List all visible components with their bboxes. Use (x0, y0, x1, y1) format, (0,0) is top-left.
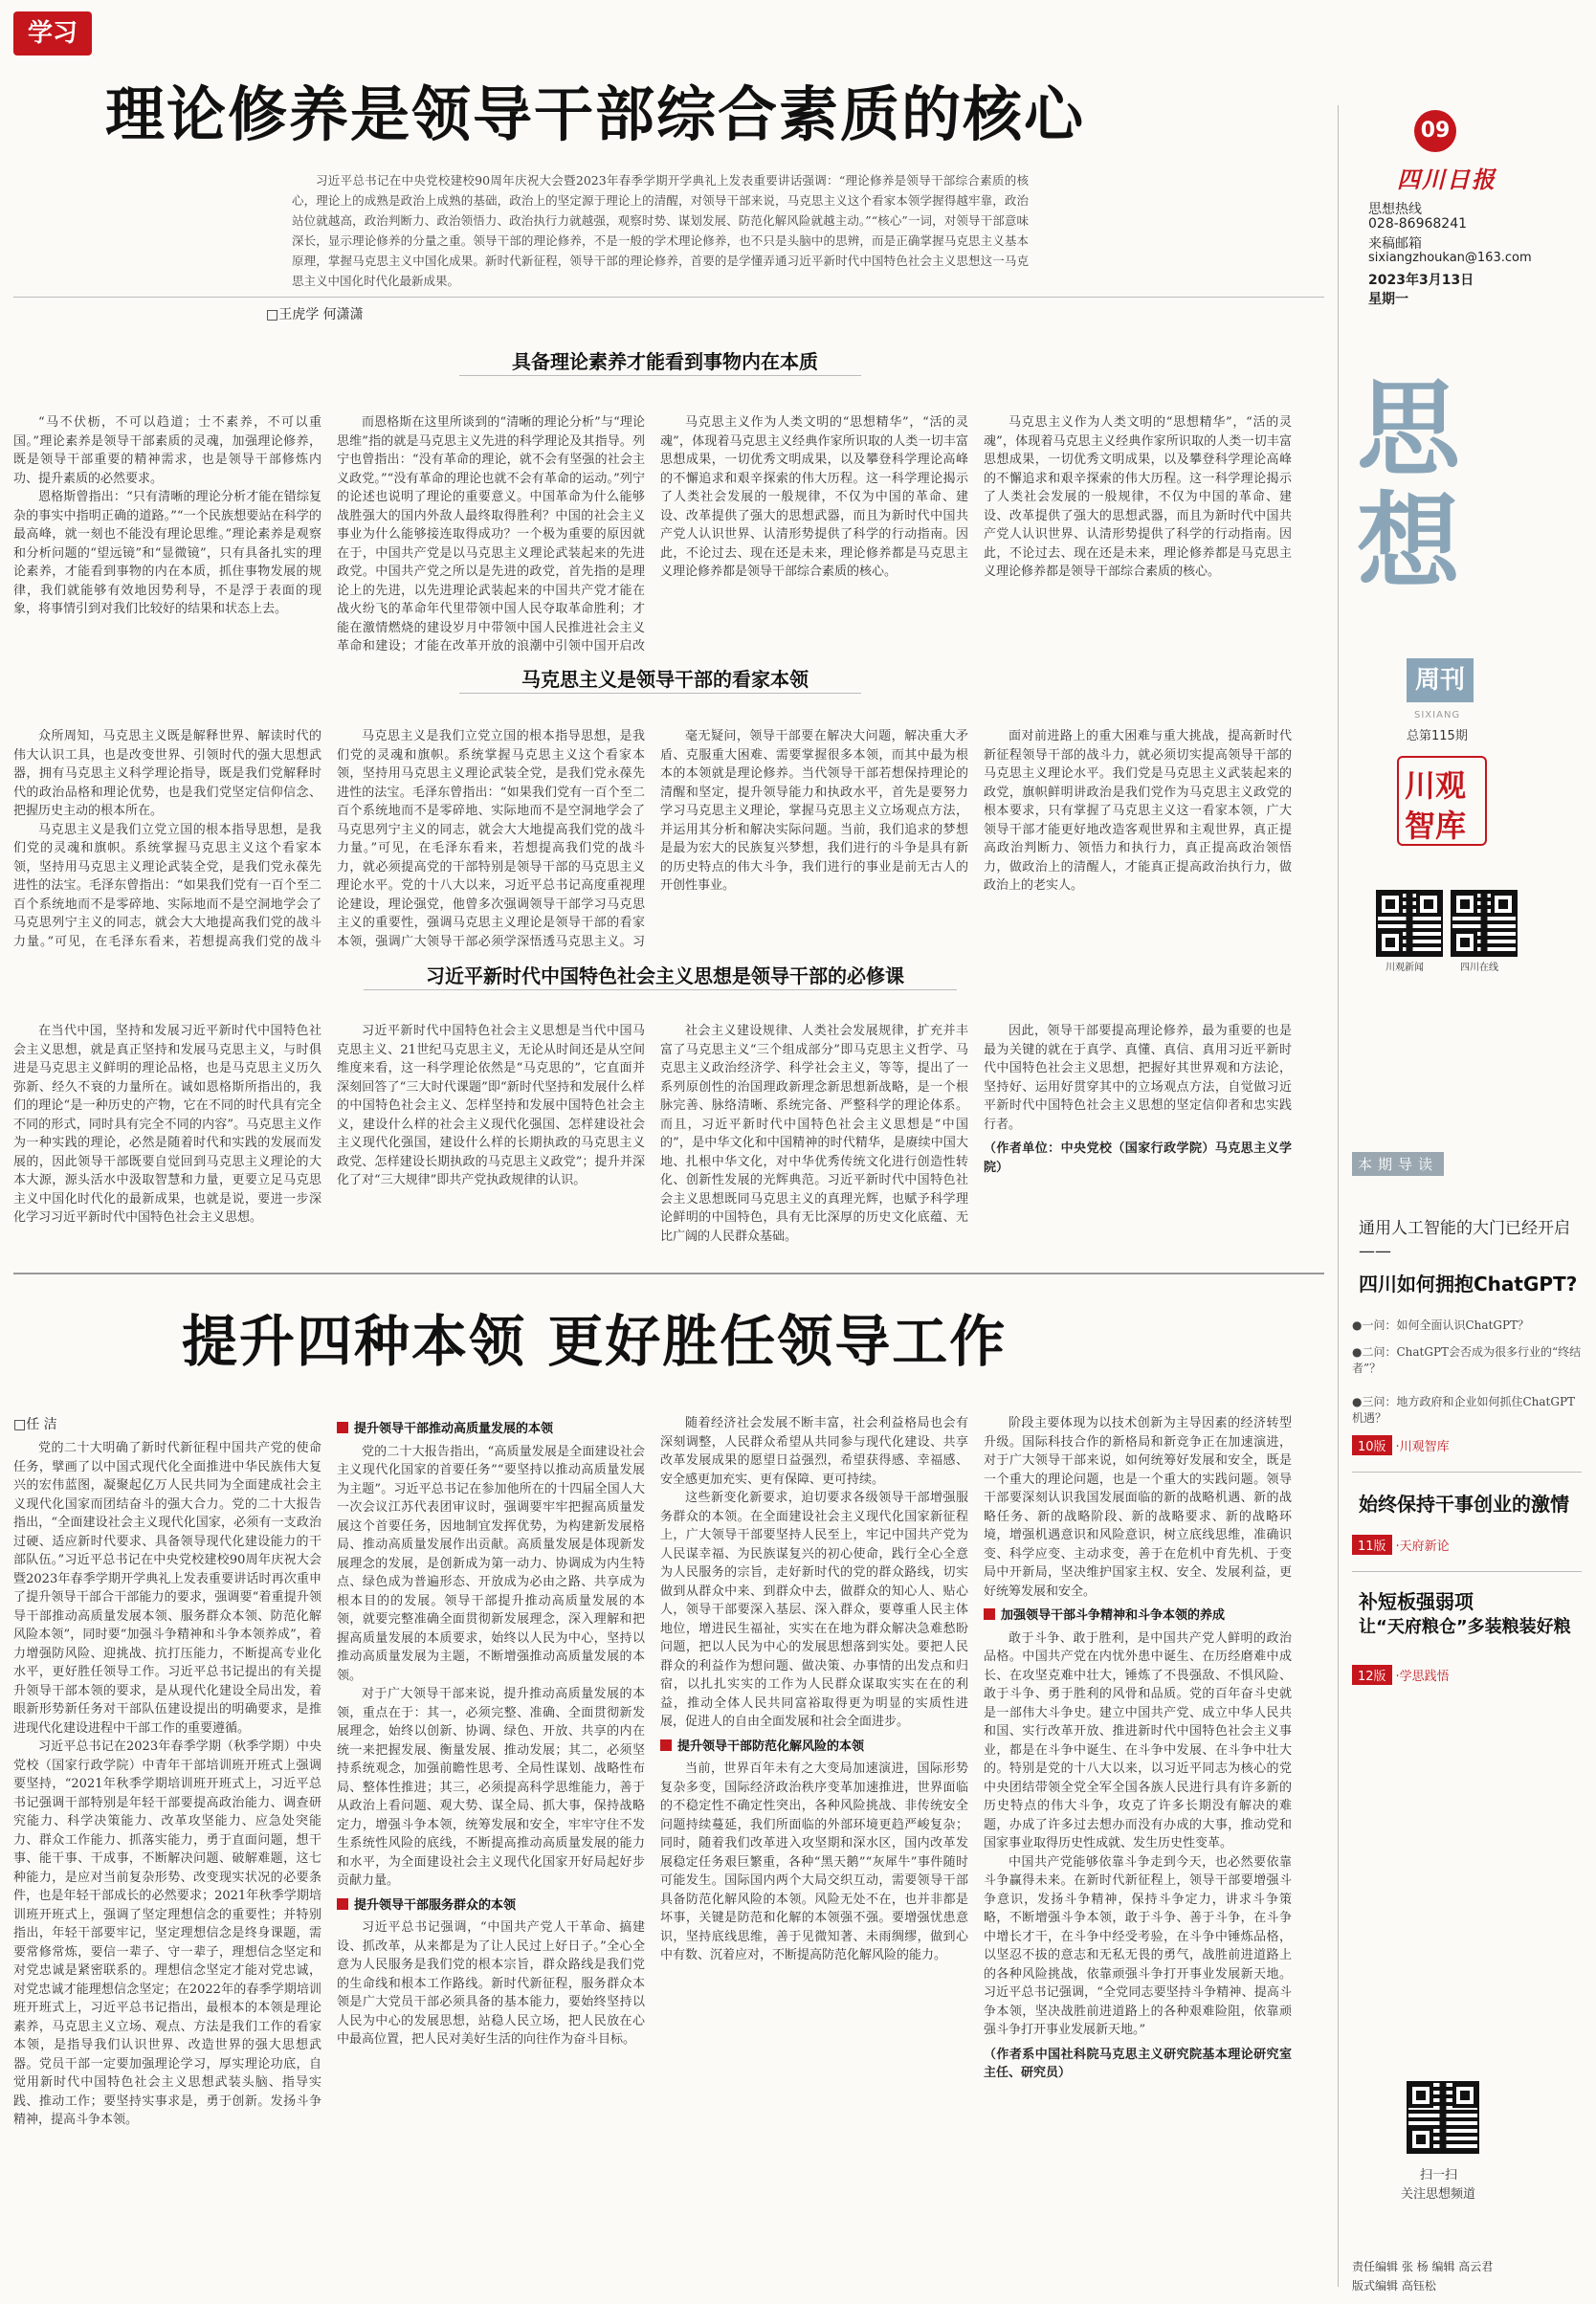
author-byline-bottom: □任 洁 (13, 1417, 57, 1432)
issue-date: 2023年3月13日 (1368, 273, 1474, 288)
sidebar-divider (1338, 105, 1339, 2287)
intro-paragraph: 习近平总书记在中央党校建校90周年庆祝大会暨2023年春季学期开学典礼上发表重要讲话强调：“理论修养是领导干部综合素质的核心，理论上的成熟是政治上成熟的基础，政治上的坚定源于理论上的清醒，对领导干部来说，马克思主义这个看家本领学握得越牢靠，政治站位就越高，政治判断力、政治领悟力、政治执行力就越强，观察时势、谋划发展、防范化解风险就越主动。”“核心”一词，对领导干部意味深长，显示理论修养的分量之重。领导干部的理论修养，不是一般的学术理论修养，也不只是头脑中的思辨，而是正确掌握马克思主义基本原理，掌握马克思主义中国化成果。新时代新征程，领导干部的理论修养，首要的是学懂弄通习近平新时代中国特色社会主义思想这一马克思主义中国化时代化最新成果。 (292, 173, 1029, 288)
footer-layout-editor: 版式编辑 高钰松 (1352, 2279, 1436, 2293)
weekly-pinyin: SIXIANG (1414, 710, 1461, 720)
page-headline-bottom: 提升四种本领 更好胜任领导工作 (182, 1309, 1008, 1374)
index-title-3a[interactable]: 补短板强弱项 (1359, 1590, 1474, 1613)
b-column-2: 提升领导干部推动高质量发展的本领 党的二十大报告指出，“高质量发展是全面建设社会主义现代化国家的首要任务”“要坚持以推动高质量发展为主题”。习近平总书记在参加他所在的十四届全国人大一次会议江苏代表团审议时，强调要牢牢把握高质量发展这个首要任务，因地制宜发挥优势，为构建新发展格局、推动高质量发展作出贡献。高质量发展是体现新发展理念的发展，是创新成为第一动力、协调成为内生特点、绿色成为普遍形态、开放成为必由之路、共享成为根本目的的发展。领导干部提升推动高质量发展的本领，就要完整准确全面贯彻新发展理念，深入理解和把握高质量发展的本质要求，始终以人民为中心，坚持以推动高质量发展为主题，不断增强推动高质量发展的本领。 对于广大领导干部来说，提升推动高质量发展的本领，重点在于：其一，必须完整、准确、全面贯彻新发展理念，始终以创新、协调、绿色、开放、共享的内在统一来把握发展、衡量发展、推动发展；其二，必须坚持系统观念，加强前瞻性思考、全局性谋划、战略性布局、整体性推进；其三，必须提高科学思维能力，善于从政治上看问题、观大势、谋全局、抓大事，保持战略定力，增强斗争本领，统筹发展和安全，牢牢守住不发生系统性风险的底线，不断提高推动高质量发展的能力和水平，为全面建设社会主义现代化国家开好局起好步贡献力量。 提升领导干部服务群众的本领 习近平总书记强调，“中国共产党人干革命、搞建设、抓改革，从来都是为了让人民过上好日子。”全心全意为人民服务是我们党的根本宗旨，群众路线是我们党的生命线和根本工作路线。新时代新征程，服务群众本领是广大党员干部必须具备的基本能力，要始终坚持以人民为中心的发展思想，站稳人民立场，把人民放在心中最高位置，把人民对美好生活的向往作为奋斗目标。 (337, 1422, 645, 2047)
divider (13, 297, 1324, 298)
scan-hint-1: 扫一扫 (1420, 2168, 1458, 2182)
hotline-number: 028-86968241 (1368, 216, 1468, 232)
qr-label-2: 四川在线 (1460, 963, 1498, 973)
brand-chuanguan-zhiku: 川观 智库 (1397, 756, 1487, 846)
page-headline-top: 理论修养是领导干部综合素质的核心 (105, 79, 1086, 149)
index-question-1: ●一问：如何全面认识ChatGPT？ (1352, 1318, 1530, 1332)
mail-address[interactable]: sixiangzhoukan@163.com (1368, 251, 1532, 265)
weekly-tag: 周刊 (1407, 658, 1474, 702)
subhead-1: 提升领导干部推动高质量发展的本领 (337, 1420, 645, 1439)
section-tag: 学习 (13, 11, 92, 55)
index-page-12[interactable]: 12版 ·学思践悟 (1352, 1665, 1450, 1685)
page-number-badge: 09 (1414, 110, 1456, 152)
qr-code-chuanguan[interactable] (1376, 890, 1443, 957)
mail-label: 来稿邮箱 (1368, 236, 1422, 252)
affiliation-bottom: （作者系中国社科院马克思主义研究院基本理论研究室主任、研究员） (984, 2047, 1292, 2080)
divider (459, 375, 861, 376)
index-page-11[interactable]: 11版 ·天府新论 (1352, 1535, 1450, 1555)
issue-count: 总第115期 (1407, 729, 1468, 743)
index-question-3: ●三问：地方政府和企业如何抓住ChatGPT机遇？ (1352, 1395, 1576, 1425)
b-column-4: 阶段主要体现为以技术创新为主导因素的经济转型升级。国际科技合作的新格局和新竞争正在加速演进，对于广大领导干部来说，如何统筹好发展和安全，既是一个重大的理论问题，也是一个重大的实践问题。领导干部要深刻认识我国发展面临的新的战略机遇、新的战略任务、新的战略阶段、新的战略要求、新的战略环境，增强机遇意识和风险意识，树立底线思维，准确识变、科学应变、主动求变，善于在危机中育先机、于变局中开新局，坚决维护国家主权、安全、发展利益，更好统筹发展和安全。 加强领导干部斗争精神和斗争本领的养成 敢于斗争、敢于胜利，是中国共产党人鲜明的政治品格。中国共产党在内忧外患中诞生、在历经磨难中成长、在攻坚克难中壮大，锤炼了不畏强敌、不惧风险、敢于斗争、勇于胜利的风骨和品质。党的百年奋斗史就是一部伟大斗争史。建立中国共产党、成立中华人民共和国、实行改革开放、推进新时代中国特色社会主义事业，都是在斗争中诞生、在斗争中发展、在斗争中壮大的。特别是党的十八大以来，以习近平同志为核心的党中央团结带领全党全军全国各族人民进行具有许多新的历史特点的伟大斗争，攻克了许多长期没有解决的难题，办成了许多过去想办而没有办成的大事，推动党和国家事业取得历史性成就、发生历史性变革。 中国共产党能够依靠斗争走到今天，也必然要依靠斗争赢得未来。在新时代新征程上，领导干部要增强斗争意识，发扬斗争精神，保持斗争定力，讲求斗争策略，不断增强斗争本领，敢于斗争、善于斗争，在斗争中增长才干，在斗争中经受考验，在斗争中锤炼品格，以坚忍不拔的意志和无私无畏的勇气，战胜前进道路上的各种风险挑战，依靠顽强斗争打开事业发展新天地。习近平总书记强调，“全党同志要坚持斗争精神、提高斗争本领，坚决战胜前进道路上的各种艰难险阻，依靠顽强斗争打开事业发展新天地。” （作者系中国社科院马克思主义研究院基本理论研究室主任、研究员） (984, 1414, 1292, 2281)
divider (13, 1273, 1324, 1274)
qr-code-thought-channel[interactable] (1407, 2081, 1479, 2154)
s2-column-3: 毫无疑问，领导干部要在解决大问题，解决重大矛盾、克服重大困难、需要掌握很多本领，而其中最为根本的本领就是理论修养。当代领导干部若想保持理论的清醒和坚定，提升领导能力和执政水平，首先是要努力学习马克思主义理论，掌握马克思主义立场观点方法，并运用其分析和解决实际问题。当前，我们追求的梦想是最为宏大的民族复兴梦想，我们进行的斗争是具有新的历史特点的伟大斗争，我们进行的事业是前无古人的开创性事业。 (660, 729, 968, 893)
paper-logo: 四川日报 (1397, 166, 1496, 193)
author-byline-top: □王虎学 何潇潇 (266, 307, 364, 322)
b-column-3: 随着经济社会发展不断丰富，社会利益格局也会有深刻调整，人民群众希望从共同参与现代化建设、共享改革发展成果的愿望日益强烈，希望获得感、幸福感、安全感更加充实、更有保障、更可持续。 这些新变化新要求，迫切要求各级领导干部增强服务群众的本领。在全面建设社会主义现代化国家新征程上，广大领导干部要坚持人民至上，牢记中国共产党为人民谋幸福、为民族谋复兴的初心使命，践行全心全意为人民服务的宗旨，走好新时代的党的群众路线，切实做到从群众中来、到群众中去，做群众的知心人、贴心人，领导干部要深入基层、深入群众，要尊重人民主体地位，增进民生福祉，实实在在地为群众解决急难愁盼问题，把以人民为中心的发展思想落到实处。要把人民群众的利益作为想问题、做决策、办事情的出发点和归宿，以扎扎实实的工作为人民群众谋取实实在在的利益，推动全体人民共同富裕取得更为明显的实质性进展，促进人的自由全面发展和社会全面进步。 提升领导干部防范化解风险的本领 当前，世界百年未有之大变局加速演进，国际形势复杂多变，国际经济政治秩序变革加速推进，世界面临的不稳定性不确定性突出，各种风险挑战、非传统安全问题持续蔓延，我们所面临的外部环境更趋严峻复杂；同时，随着我们改革进入攻坚期和深水区，国内改革发展稳定任务艰巨繁重，各种“黑天鹅”“灰犀牛”事件随时可能发生。国际国内两个大局交织互动，需要领导干部具备防范化解风险的本领。风险无处不在，也并非都是坏事，关键是防范和化解的本领强不强。要增强忧患意识，坚持底线思维，善于见微知著、未雨绸缪，做到心中有数、沉着应对，不断提高防范化解风险的能力。 (660, 1416, 968, 1962)
affiliation-top: （作者单位：中央党校（国家行政学院）马克思主义学院） (984, 1141, 1292, 1175)
index-label: 本期导读 (1352, 1152, 1444, 1176)
s3-column-3: 社会主义建设规律、人类社会发展规律，扩充并丰富了马克思主义“三个组成部分”即马克思主义哲学、马克思主义政治经济学、科学社会主义，等等，提出了一系列原创性的治国理政新理念新思想新战略，是一个根脉完善、脉络清晰、系统完备、严整科学的理论体系。而且，习近平新时代中国特色社会主义思想是“中国的”，是中华文化和中国精神的时代精华，是赓续中国大地、扎根中华文化，对中华优秀传统文化进行创造性转化、创新性发展的光辉典范。习近平新时代中国特色社会主义思想既同马克思主义的真理光辉，也赋予科学理论鲜明的中国特色，具有无比深厚的历史文化底蕴、无比广阔的人民群众基础。 (660, 1024, 968, 1244)
hotline-label: 思想热线 (1368, 202, 1422, 217)
index-title-3b[interactable]: 让“天府粮仓”多装粮装好粮 (1359, 1617, 1571, 1637)
s1-column-1: “马不伏枥，不可以趋道；士不素养，不可以重国。”理论素养是领导干部素质的灵魂，加强理论修养，既是领导干部重要的精神需求，也是领导干部修炼内功、提升素质的必然要求。 恩格斯曾指出：“只有清晰的理论分析才能在错综复杂的事实中指明正确的道路。”“一个民族想要站在科学的最高峰，就一刻也不能没有理论思维。”理论素养是观察和分析问题的“望远镜”和“显微镜”，只有具备扎实的理论素养，才能看到事物的内在本质，抓住事物发展的规律，我们就能够有效地因势利导，不是浮于表面的现象，将事情引到对我们比较好的结果和状态上去。 (13, 415, 321, 616)
s2-column-1: 众所周知，马克思主义既是解释世界、解读时代的伟大认识工具，也是改变世界、引领时代的强大思想武器，拥有马克思主义科学理论指导，既是我们党解释时代的政治品格和理论优势，也是我们党坚定信仰信念、把握历史主动的根本所在。 马克思主义是我们立党立国的根本指导思想，是我们党的灵魂和旗帜。系统掌握马克思主义这个看家本领，坚持用马克思主义理论武装全党，是我们党永葆先进性的法宝。毛泽东曾指出：“如果我们党有一百个至二百个系统地而不是零碎地、实际地而不是空洞地学会了马克思列宁主义的同志，就会大大地提高我们党的战斗力量。”可见，在毛泽东看来，若想提高我们党的战斗 (13, 729, 321, 949)
index-feature-kicker: 通用人工智能的大门已经开启—— (1359, 1219, 1570, 1261)
s3-column-1: 在当代中国，坚持和发展习近平新时代中国特色社会主义思想，就是真正坚持和发展马克思主义，与时俱进是马克思主义鲜明的理论品格，也是马克思主义历久弥新、经久不衰的力量所在。诚如恩格斯所指出的，我们的理论“是一种历史的产物，它在不同的时代具有完全不同的形式，同时具有完全不同的内容”。马克思主义作为一种实践的理论，必然是随着时代和实践的发展而发展的，因此领导干部既要自觉回到马克思主义理论的大本大源，源头活水中汲取智慧和力量，更要立足马克思主义中国化时代化的最新成果，也就是说，要进一步深化学习习近平新时代中国特色社会主义思想。 (13, 1024, 321, 1225)
s1-column-4: 马克思主义作为人类文明的“思想精华”，“活的灵魂”，体现着马克思主义经典作家所识取的人类一切丰富思想成果，一切优秀文明成果，以及攀登科学理论高峰的不懈追求和艰辛探索的伟大历程。这一科学理论揭示了人类社会发展的一般规律，不仅为中国的革命、建设、改革提供了强大的思想武器，而且为新时代中国共产党人认识世界、认清形势提供了科学的行动指南。因此，不论过去、现在还是未来，理论修养都是马克思主义理论修养都是领导干部综合素质的核心。 (984, 415, 1292, 579)
subhead-3: 提升领导干部防范化解风险的本领 (660, 1738, 968, 1757)
divider (459, 693, 861, 694)
s3-column-4: 因此，领导干部要提高理论修养，最为重要的也是最为关键的就在于真学、真懂、真信、真用习近平新时代中国特色社会主义思想，把握好其世界观和方法论，坚持好、运用好贯穿其中的立场观点方法，自觉做习近平新时代中国特色社会主义思想的坚定信仰者和忠实践行者。 （作者单位：中央党校（国家行政学院）马克思主义学院） (984, 1022, 1292, 1252)
b-column-1: 党的二十大明确了新时代新征程中国共产党的使命任务，擘画了以中国式现代化全面推进中华民族伟大复兴的宏伟蓝图，凝聚起亿万人民共同为全面建成社会主义现代化国家而团结奋斗的强大合力。党的二十大报告指出，“全面建设社会主义现代化国家，必须有一支政治过硬、适应新时代要求、具备领导现代化建设能力的干部队伍。”习近平总书记在中央党校建校90周年庆祝大会暨2023年春季学期开学典礼上发表重要讲话时再次重申了提升领导干部合干部能力的要求，强调要“着重提升领导干部推动高质量发展本领、服务群众本领、防范化解风险本领”，同时要“加强斗争精神和斗争本领养成”，着力增强防风险、迎挑战、抗打压能力，不断提高专业化水平，更好胜任领导工作。习近平总书记提出的有关提升领导干部本领的要求，是从现代化建设全局出发，着眼新形势新任务对干部队伍建设提出的明确要求，是推进现代化建设进程中干部工作的重要遵循。 习近平总书记在2023年春季学期（秋季学期）中央党校（国家行政学院）中青年干部培训班开班式上强调要坚持，“2021年秋季学期培训班开班式上，习近平总书记强调干部特别是年轻干部要提高政治能力、调查研究能力、科学决策能力、改革攻坚能力、应急处突能力、群众工作能力、抓落实能力，勇于直面问题，想干事、能干事、干成事，不断解决问题、破解难题，这七种能力，是应对当前复杂形势、改变现实状况的必要条件，也是年轻干部成长的必然要求；2021年秋季学期培训班开班式上，强调了坚定理想信念的重要性；并特别指出，年轻干部要牢记，坚定理想信念是终身课题，需要常修常炼，要信一辈子、守一辈子，理想信念坚定和对党忠诚是紧密联系的。理想信念坚定才能对党忠诚，对党忠诚才能理想信念坚定；在2022年的春季学期培训班开班式上，习近平总书记指出，最根本的本领是理论素养，马克思主义立场、观点、方法是我们工作的看家本领，是指导我们认识世界、改造世界的强大思想武器。党员干部一定要加强理论学习，厚实理论功底，自觉用新时代中国特色社会主义思想武装头脑、指导实践、推动工作；要坚持实事求是，勇于创新。发扬斗争精神，提高斗争本领。 (13, 1441, 321, 2127)
index-page-10[interactable]: 10版 ·川观智库 (1352, 1435, 1450, 1455)
divider (1352, 1571, 1582, 1572)
s1-column-3: 马克思主义作为人类文明的“思想精华”，“活的灵魂”，体现着马克思主义经典作家所识取的人类一切丰富思想成果，一切优秀文明成果，以及攀登科学理论高峰的不懈追求和艰辛探索的伟大历程。这一科学理论揭示了人类社会发展的一般规律，不仅为中国的革命、建设、改革提供了强大的思想武器，而且为新时代中国共产党人认识世界、认清形势提供了科学的行动指南。因此，不论过去、现在还是未来，理论修养都是马克思主义理论修养都是领导干部综合素质的核心。 (660, 415, 968, 579)
weekly-title: 思想 (1357, 369, 1461, 603)
divider (364, 989, 957, 990)
divider (1352, 1472, 1582, 1473)
s2-column-4: 面对前进路上的重大困难与重大挑战，提高新时代新征程领导干部的战斗力，就必须切实提高领导干部的马克思主义理论水平。我们党是马克思主义武装起来的政党，旗帜鲜明讲政治是我们党作为马克思主义政党的根本要求，只有掌握了马克思主义这一看家本领，广大领导干部才能更好地改造客观世界和主观世界，真正提高政治判断力、领悟力和执行力，真正提高政治领悟力，做政治上的清醒人，才能真正提高政治执行力，做政治上的老实人。 (984, 729, 1292, 893)
qr-label-1: 川观新闻 (1385, 963, 1424, 973)
index-title-2[interactable]: 始终保持干事创业的激情 (1359, 1493, 1569, 1516)
section-title-1: 具备理论素养才能看到事物内在本质 (512, 350, 818, 373)
index-feature-title[interactable]: 四川如何拥抱ChatGPT? (1359, 1273, 1578, 1296)
scan-hint-2: 关注思想频道 (1401, 2187, 1476, 2202)
section-title-3: 习近平新时代中国特色社会主义思想是领导干部的必修课 (426, 964, 904, 987)
s3-column-2: 习近平新时代中国特色社会主义思想是当代中国马克思主义、21世纪马克思主义，无论从时间还是从空间维度来看，这一科学理论依然是“马克思的”，它直面并深刻回答了“三大时代课题”即“新时代坚持和发展什么样的中国特色社会主义、怎样坚持和发展中国特色社会主义，建设什么样的社会主义现代化强国、怎样建设社会主义现代化强国，建设什么样的长期执政的马克思主义政党、怎样建设长期执政的马克思主义政党”；提升并深化了对“三大规律”即共产党执政规律的认识。 (337, 1024, 645, 1187)
section-title-2: 马克思主义是领导干部的看家本领 (521, 668, 809, 691)
index-question-2: ●二问：ChatGPT会否成为很多行业的“终结者”？ (1352, 1345, 1582, 1375)
subhead-4: 加强领导干部斗争精神和斗争本领的养成 (984, 1606, 1292, 1626)
qr-code-sichuan-online[interactable] (1451, 890, 1518, 957)
s2-column-2: 马克思主义是我们立党立国的根本指导思想，是我们党的灵魂和旗帜。系统掌握马克思主义这个看家本领，坚持用马克思主义理论武装全党，是我们党永葆先进性的法宝。毛泽东曾指出：“如果我们党有一百个至二百个系统地而不是零碎地、实际地而不是空洞地学会了马克思列宁主义的同志，就会大大地提高我们党的战斗力量。”可见，在毛泽东看来，若想提高我们党的战斗力，就必须提高党的干部特别是领导干部的马克思主义理论水平。党的十八大以来，习近平总书记高度重视理论建设，理论强党，他曾多次强调领导干部学习马克思主义的重要性，强调马克思主义理论是领导干部的看家本领，强调广大领导干部必须学深悟透马克思主义。习 (337, 729, 645, 949)
subhead-2: 提升领导干部服务群众的本领 (337, 1896, 645, 1916)
s1-column-2: 而恩格斯在这里所谈到的“清晰的理论分析”与“理论思维”指的就是马克思主义先进的科学理论及其指导。列宁也曾指出：“没有革命的理论，就不会有坚强的社会主义政党。”“没有革命的理论也就不会有革命的运动。”列宁的论述也说明了理论的重要意义。中国革命为什么能够战胜强大的国内外敌人最终取得胜利？中国的社会主义事业为什么能够接连取得成功？一个极为重要的原因就在于，中国共产党是以马克思主义理论武装起来的先进政党。中国共产党之所以是先进的政党，首先指的是理论上的先进，以先进理论武装起来的中国共产党才能在战火纷飞的革命年代里带领中国人民夺取革命胜利；才能在激情燃烧的建设岁月中带领中国人民推进社会主义革命和建设；才能在改革开放的浪潮中引领中国开启改 (337, 415, 645, 653)
issue-weekday: 星期一 (1368, 292, 1408, 307)
footer-editor: 责任编辑 张 杨 编辑 高云君 (1352, 2260, 1494, 2273)
